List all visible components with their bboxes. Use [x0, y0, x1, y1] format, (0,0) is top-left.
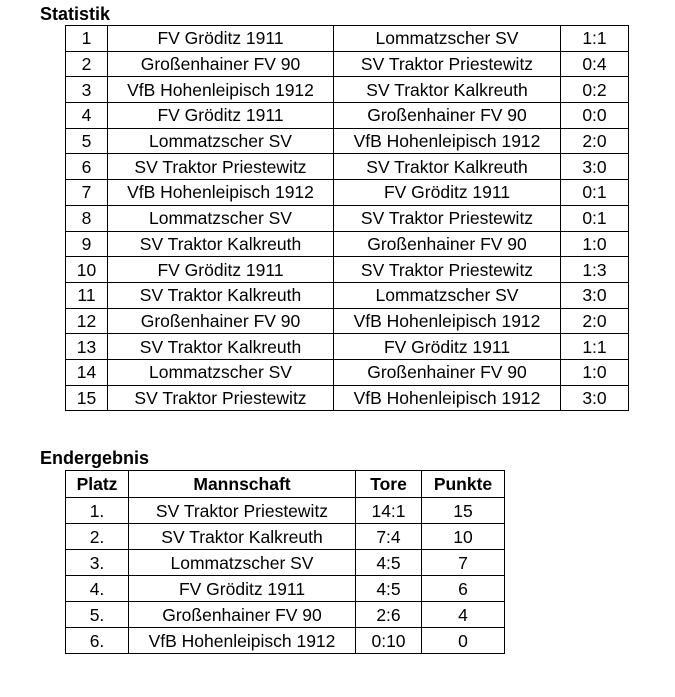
match-row: [66, 180, 629, 206]
match-home-team: SV Traktor Kalkreuth: [108, 231, 334, 257]
header-tore: Tore: [356, 471, 422, 498]
match-away-team: VfB Hohenleipisch 1912: [334, 385, 561, 411]
standing-platz: 3.: [66, 550, 129, 576]
match-result: 1:3: [561, 257, 629, 283]
match-result: 1:0: [561, 231, 629, 257]
match-result: 0:2: [561, 77, 629, 103]
standing-tore: 2:6: [356, 602, 422, 628]
match-home-team: FV Gröditz 1911: [108, 103, 334, 129]
match-number: 9: [66, 231, 108, 257]
standing-tore: 4:5: [356, 550, 422, 576]
match-row: [66, 103, 629, 129]
match-home-team: Lommatzscher SV: [108, 359, 334, 385]
standings-row: [66, 550, 505, 576]
header-mannschaft: Mannschaft: [129, 471, 356, 498]
match-result: 1:0: [561, 359, 629, 385]
match-away-team: FV Gröditz 1911: [334, 334, 561, 360]
standing-platz: 1.: [66, 498, 129, 524]
standing-platz: 2.: [66, 524, 129, 550]
match-away-team: Großenhainer FV 90: [334, 103, 561, 129]
match-away-team: VfB Hohenleipisch 1912: [334, 128, 561, 154]
match-number: 3: [66, 77, 108, 103]
standing-mannschaft: VfB Hohenleipisch 1912: [129, 628, 356, 654]
standings-row: [66, 628, 505, 654]
match-row: [66, 77, 629, 103]
statistik-table: [65, 25, 629, 411]
match-row: [66, 334, 629, 360]
match-number: 4: [66, 103, 108, 129]
standing-punkte: 6: [422, 576, 505, 602]
match-away-team: FV Gröditz 1911: [334, 180, 561, 206]
standing-mannschaft: SV Traktor Priestewitz: [129, 498, 356, 524]
standing-platz: 6.: [66, 628, 129, 654]
header-platz: Platz: [66, 471, 129, 498]
standing-platz: 4.: [66, 576, 129, 602]
match-away-team: SV Traktor Priestewitz: [334, 205, 561, 231]
match-number: 7: [66, 180, 108, 206]
match-number: 5: [66, 128, 108, 154]
standings-row: [66, 602, 505, 628]
standing-mannschaft: SV Traktor Kalkreuth: [129, 524, 356, 550]
match-home-team: Lommatzscher SV: [108, 205, 334, 231]
match-result: 3:0: [561, 154, 629, 180]
standing-punkte: 15: [422, 498, 505, 524]
match-home-team: Großenhainer FV 90: [108, 51, 334, 77]
match-away-team: SV Traktor Priestewitz: [334, 257, 561, 283]
match-away-team: SV Traktor Priestewitz: [334, 51, 561, 77]
match-away-team: Lommatzscher SV: [334, 282, 561, 308]
endergebnis-heading: Endergebnis: [40, 448, 150, 468]
standings-row: [66, 524, 505, 550]
match-home-team: SV Traktor Priestewitz: [108, 385, 334, 411]
statistik-heading: Statistik: [40, 4, 111, 24]
match-number: 11: [66, 282, 108, 308]
endergebnis-table: [65, 470, 505, 654]
standing-mannschaft: Lommatzscher SV: [129, 550, 356, 576]
match-home-team: Großenhainer FV 90: [108, 308, 334, 334]
match-home-team: FV Gröditz 1911: [108, 257, 334, 283]
standing-punkte: 4: [422, 602, 505, 628]
match-away-team: Lommatzscher SV: [334, 26, 561, 52]
match-row: [66, 26, 629, 52]
match-row: [66, 257, 629, 283]
match-result: 1:1: [561, 26, 629, 52]
match-home-team: VfB Hohenleipisch 1912: [108, 77, 334, 103]
match-number: 2: [66, 51, 108, 77]
standing-tore: 4:5: [356, 576, 422, 602]
match-row: [66, 385, 629, 411]
match-number: 6: [66, 154, 108, 180]
match-number: 8: [66, 205, 108, 231]
standing-platz: 5.: [66, 602, 129, 628]
match-number: 15: [66, 385, 108, 411]
match-row: [66, 128, 629, 154]
match-row: [66, 308, 629, 334]
match-result: 3:0: [561, 385, 629, 411]
match-away-team: Großenhainer FV 90: [334, 231, 561, 257]
match-row: [66, 359, 629, 385]
standing-punkte: 7: [422, 550, 505, 576]
match-result: 3:0: [561, 282, 629, 308]
standing-mannschaft: Großenhainer FV 90: [129, 602, 356, 628]
match-away-team: SV Traktor Kalkreuth: [334, 77, 561, 103]
match-row: [66, 51, 629, 77]
match-row: [66, 154, 629, 180]
match-home-team: SV Traktor Kalkreuth: [108, 282, 334, 308]
match-row: [66, 205, 629, 231]
match-row: [66, 231, 629, 257]
standing-tore: 0:10: [356, 628, 422, 654]
match-home-team: SV Traktor Priestewitz: [108, 154, 334, 180]
header-punkte: Punkte: [422, 471, 505, 498]
standing-punkte: 0: [422, 628, 505, 654]
match-number: 12: [66, 308, 108, 334]
match-number: 13: [66, 334, 108, 360]
match-result: 2:0: [561, 128, 629, 154]
match-number: 14: [66, 359, 108, 385]
standing-mannschaft: FV Gröditz 1911: [129, 576, 356, 602]
match-row: [66, 282, 629, 308]
match-away-team: SV Traktor Kalkreuth: [334, 154, 561, 180]
standing-tore: 14:1: [356, 498, 422, 524]
match-result: 0:0: [561, 103, 629, 129]
match-result: 0:4: [561, 51, 629, 77]
standings-row: [66, 576, 505, 602]
match-number: 10: [66, 257, 108, 283]
match-home-team: VfB Hohenleipisch 1912: [108, 180, 334, 206]
match-home-team: FV Gröditz 1911: [108, 26, 334, 52]
standings-header-row: [66, 471, 505, 498]
match-away-team: VfB Hohenleipisch 1912: [334, 308, 561, 334]
match-result: 0:1: [561, 205, 629, 231]
standing-tore: 7:4: [356, 524, 422, 550]
match-result: 2:0: [561, 308, 629, 334]
match-result: 0:1: [561, 180, 629, 206]
match-home-team: SV Traktor Kalkreuth: [108, 334, 334, 360]
standing-punkte: 10: [422, 524, 505, 550]
match-away-team: Großenhainer FV 90: [334, 359, 561, 385]
match-number: 1: [66, 26, 108, 52]
match-result: 1:1: [561, 334, 629, 360]
match-home-team: Lommatzscher SV: [108, 128, 334, 154]
standings-row: [66, 498, 505, 524]
